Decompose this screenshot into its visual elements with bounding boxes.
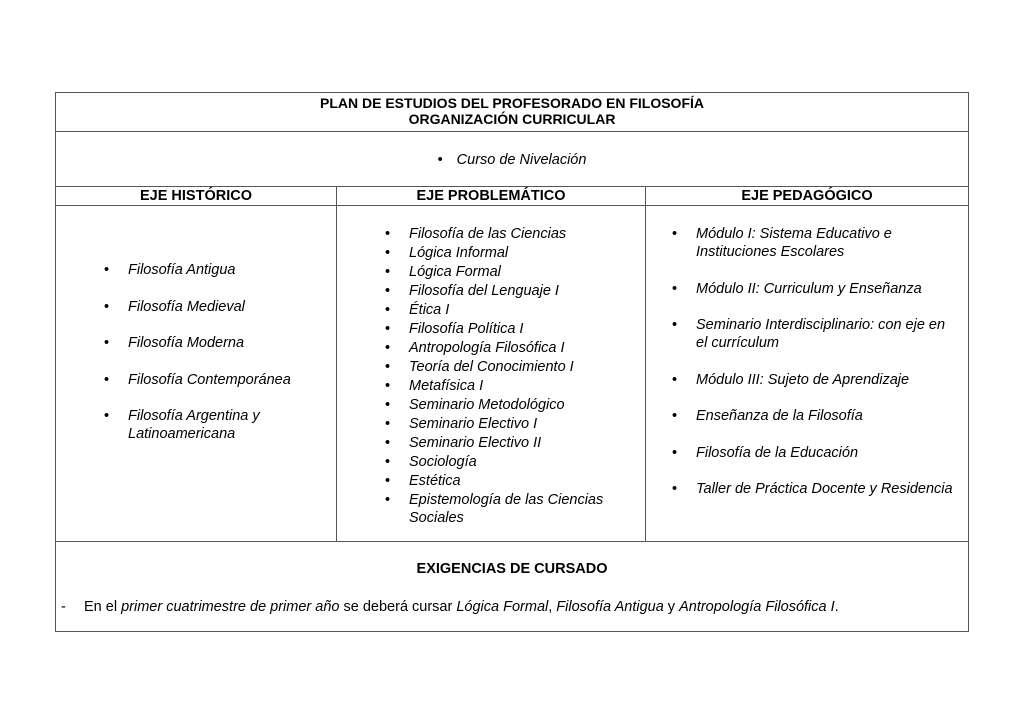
list-item: • Seminario Interdisciplinario: con eje en el currículum — [646, 316, 958, 352]
column-eje-pedagogico — [646, 206, 969, 542]
list-eje-pedagogico — [646, 206, 968, 498]
exigencias-fragment: Antropología Filosófica I — [679, 599, 835, 615]
exigencias-fragment: Filosofía Antigua — [556, 599, 664, 615]
list-item: • Seminario Electivo I — [337, 415, 645, 433]
nivelacion-list — [56, 132, 968, 169]
list-item: • Metafísica I — [337, 377, 645, 395]
nivelacion-cell — [56, 132, 969, 187]
list-item: • Ética I — [337, 301, 645, 319]
list-item: • Filosofía Argentina y Latinoamericana — [56, 407, 336, 443]
nivelacion-item: • Curso de Nivelación — [56, 151, 968, 169]
page-subtitle: ORGANIZACIÓN CURRICULAR — [408, 111, 616, 127]
list-item: • Lógica Informal — [337, 244, 645, 262]
list-item: • Filosofía Política I — [337, 320, 645, 338]
list-item: • Seminario Metodológico — [337, 396, 645, 414]
exigencias-fragment: primer cuatrimestre de primer año — [121, 599, 340, 615]
heading-eje-historico: EJE HISTÓRICO — [56, 187, 337, 206]
column-eje-problematico — [337, 206, 646, 542]
list-item: • Filosofía Contemporánea — [56, 371, 336, 389]
curriculum-table — [55, 92, 969, 632]
exigencias-cell — [56, 542, 969, 632]
list-item: • Filosofía de la Educación — [646, 444, 958, 462]
exigencias-sentence — [84, 599, 839, 615]
list-item: • Sociología — [337, 453, 645, 471]
list-eje-historico — [56, 206, 336, 443]
list-item: • Antropología Filosófica I — [337, 339, 645, 357]
list-item: • Enseñanza de la Filosofía — [646, 407, 958, 425]
list-item: • Estética — [337, 472, 645, 490]
list-eje-problematico — [337, 206, 645, 527]
exigencias-fragment: Lógica Formal — [456, 599, 549, 615]
exigencias-fragment: En el — [84, 599, 122, 615]
title-cell — [56, 93, 969, 132]
list-item: • Seminario Electivo II — [337, 434, 645, 452]
list-item: • Epistemología de las Ciencias Sociales — [337, 491, 645, 527]
heading-eje-pedagogico: EJE PEDAGÓGICO — [646, 187, 969, 206]
list-item: • Módulo III: Sujeto de Aprendizaje — [646, 371, 958, 389]
exigencias-dash: - — [61, 599, 66, 615]
list-item: • Filosofía Antigua — [56, 261, 336, 279]
heading-eje-problematico: EJE PROBLEMÁTICO — [337, 187, 646, 206]
exigencias-fragment: . — [834, 599, 839, 615]
column-eje-historico — [56, 206, 337, 542]
exigencias-fragment: se deberá cursar — [339, 599, 457, 615]
list-item: • Filosofía de las Ciencias — [337, 225, 645, 243]
page-title: PLAN DE ESTUDIOS DEL PROFESORADO EN FILOSOFÍA — [320, 95, 704, 111]
list-item: • Taller de Práctica Docente y Residencia — [646, 480, 958, 498]
exigencias-fragment: y — [663, 599, 680, 615]
list-item: • Filosofía Medieval — [56, 298, 336, 316]
list-item: • Teoría del Conocimiento I — [337, 358, 645, 376]
exigencias-fragment: , — [548, 599, 557, 615]
list-item: • Filosofía del Lenguaje I — [337, 282, 645, 300]
exigencias-title: EXIGENCIAS DE CURSADO — [416, 561, 608, 577]
list-item: • Filosofía Moderna — [56, 334, 336, 352]
list-item: • Módulo II: Curriculum y Enseñanza — [646, 280, 958, 298]
exigencias-text — [56, 578, 968, 616]
list-item: • Módulo I: Sistema Educativo e Instituciones Escolares — [646, 225, 958, 261]
list-item: • Lógica Formal — [337, 263, 645, 281]
